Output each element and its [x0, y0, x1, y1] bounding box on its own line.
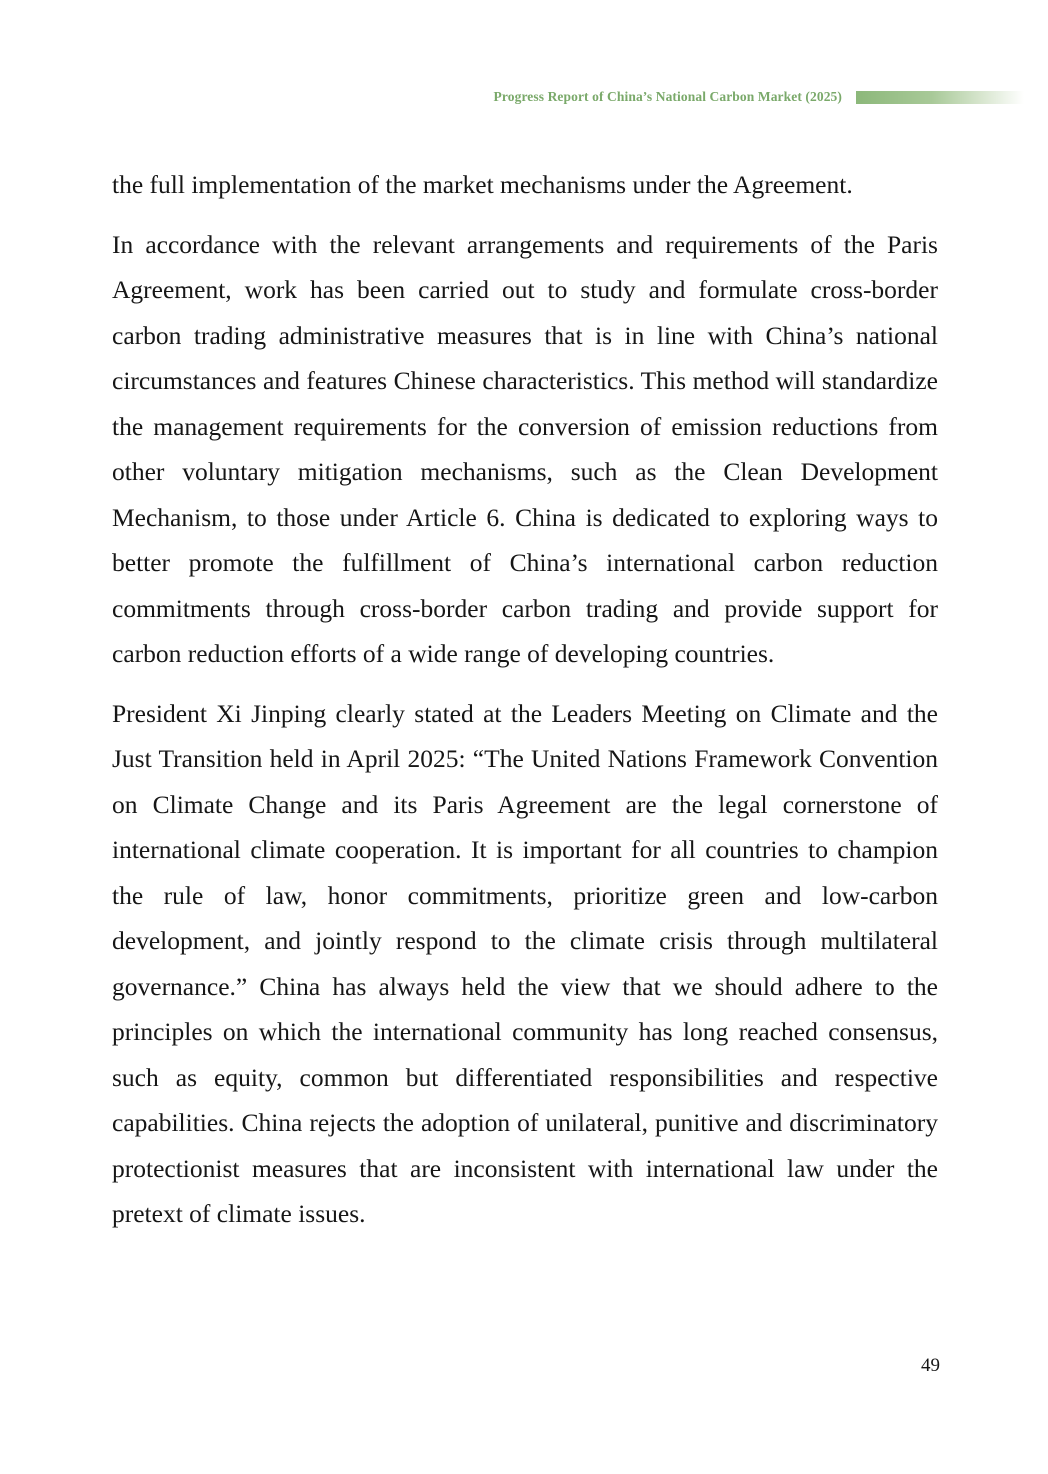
- running-header-title: Progress Report of China’s National Carbon Market (2025): [493, 89, 842, 104]
- page-number: 49: [921, 1355, 940, 1376]
- paragraph-leaders-meeting: President Xi Jinping clearly stated at the Leaders Meeting on Climate and the Just Transition held in April 2025: “The United Nations Framework Convention on Climate Change and its Paris Agreement are the legal cornerstone of international climate cooperation. It is important for all countries to champion the rule of law, honor commitments, prioritize green and low-carbon development, and jointly respond to the climate crisis through multilateral governance.” China has always held the view that we should adhere to the principles on which the international community has long reached consensus, such as equity, common but differentiated responsibilities and respective capabilities. China rejects the adoption of unilateral, punitive and discriminatory protectionist measures that are inconsistent with international law under the pretext of climate issues.: [112, 698, 938, 1228]
- header-rule-decoration: [856, 91, 1024, 104]
- paragraph-continuation: the full implementation of the market mechanisms under the Agreement.: [112, 170, 853, 199]
- paragraph-cross-border-measures: In accordance with the relevant arrangements and requirements of the Paris Agreement, work has been carried out to study and formulate cross-border carbon trading administrative measures that is in line with China’s national circumstances and features Chinese characteristics. This method will standardize the management requirements for the conversion of emission reductions from other voluntary mitigation mechanisms, such as the Clean Development Mechanism, to those under Article 6. China is dedicated to exploring ways to better promote the fulfillment of China’s international carbon reduction commitments through cross-border carbon trading and provide support for carbon reduction efforts of a wide range of developing countries.: [112, 229, 938, 668]
- running-header: [0, 86, 1048, 108]
- body-text-column: [112, 162, 938, 1237]
